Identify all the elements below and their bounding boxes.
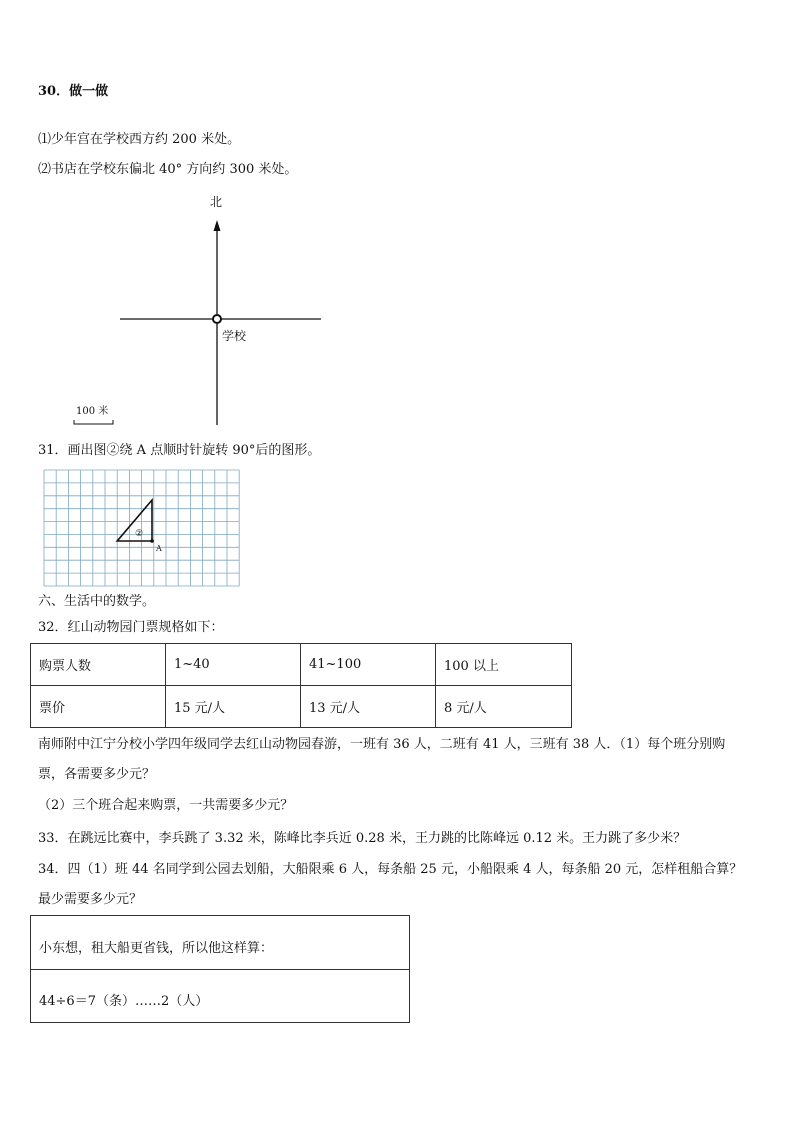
- ticket-price-table: [30, 643, 572, 728]
- q30-line1: ⑴少年宫在学校西方约 200 米处。: [38, 132, 241, 147]
- q30-line2: ⑵书店在学校东偏北 40° 方向约 300 米处。: [38, 162, 298, 177]
- table-cell: 8 元/人: [436, 686, 572, 728]
- q33-text: 33．在跳远比赛中，李兵跳了 3.32 米，陈峰比李兵近 0.28 米，王力跳的比陈峰远 0.12 米。王力跳了多少米？: [38, 831, 687, 846]
- table-cell: 购票人数: [31, 644, 166, 686]
- point-a: [150, 539, 154, 543]
- scale-label: 100 米: [76, 406, 109, 417]
- table-cell: 票价: [31, 686, 166, 728]
- grid: [44, 470, 239, 586]
- q32-paragraph-line1: 南师附中江宁分校小学四年级同学去红山动物园春游，一班有 36 人，二班有 41 人，三班有 38 人．（1）每个班分别购: [38, 737, 726, 752]
- q30-title: 30．做一做: [38, 84, 109, 99]
- section-6-title: 六、生活中的数学。: [38, 594, 156, 609]
- q34-line2: 最少需要多少元？: [38, 892, 143, 907]
- north-label: 北: [210, 195, 223, 209]
- q34-line1: 34．四（1）班 44 名同学到公园去划船，大船限乘 6 人，每条船 25 元，小船限乘 4 人，每条船 20 元，怎样租船合算？: [38, 862, 743, 877]
- answer-box: [30, 915, 410, 1023]
- shape-label: ②: [135, 529, 144, 539]
- school-label: 学校: [222, 329, 247, 343]
- answer-box-line2: 44÷6＝7（条）……2（人）: [39, 994, 209, 1009]
- table-row: [31, 686, 572, 728]
- table-cell: 13 元/人: [301, 686, 436, 728]
- table-cell: 15 元/人: [166, 686, 301, 728]
- table-cell: 1~40: [166, 644, 301, 686]
- q32-paragraph-line3: （2）三个班合起来购票，一共需要多少元？: [38, 798, 294, 813]
- q31-title: 31．画出图②绕 A 点顺时针旋转 90°后的图形。: [38, 443, 321, 458]
- table-cell: 41~100: [301, 644, 436, 686]
- point-a-label: A: [156, 544, 162, 553]
- table-row: [31, 644, 572, 686]
- q32-title: 32．红山动物园门票规格如下：: [38, 620, 224, 635]
- table-cell: 100 以上: [436, 644, 572, 686]
- answer-box-line1: 小东想，租大船更省钱，所以他这样算：: [39, 941, 274, 956]
- answer-box-row: [31, 916, 409, 970]
- q32-paragraph-line2: 票，各需要多少元？: [38, 767, 156, 782]
